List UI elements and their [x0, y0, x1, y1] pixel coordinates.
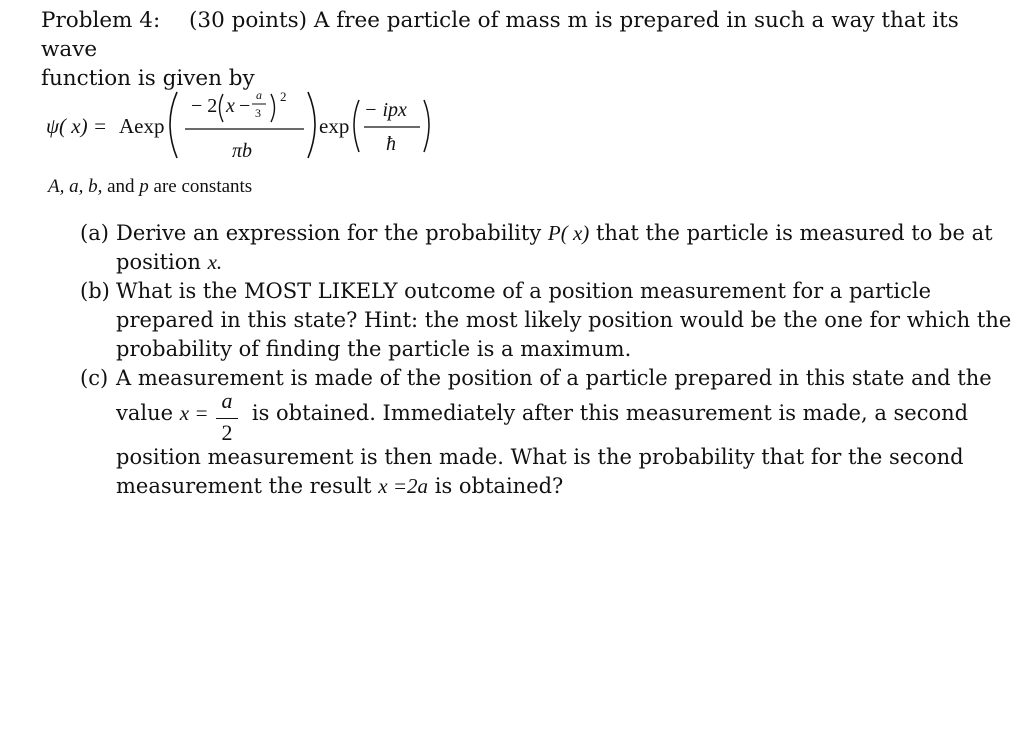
- problem-points: (30 points): [189, 8, 308, 33]
- part-a-line2-math: x.: [207, 250, 223, 274]
- part-a-line2: [116, 248, 222, 277]
- part-c-line2: [116, 399, 968, 428]
- part-c-line2-rest: is obtained. Immediately after this measurement is made, a second: [251, 401, 969, 425]
- constants-p: p: [139, 176, 149, 197]
- part-c-line3: position measurement is then made. What is the probability that for the second: [116, 445, 964, 469]
- part-a-line2-text: position: [116, 250, 201, 274]
- second-left-paren: [354, 100, 359, 152]
- part-b-line1: What is the MOST LIKELY outcome of a position measurement for a particle: [116, 279, 932, 303]
- formula-three: 3: [255, 106, 261, 120]
- fraction-numerator: a: [221, 388, 233, 413]
- fraction-denominator: 2: [221, 420, 233, 445]
- inner-right-paren: [271, 94, 275, 122]
- part-c-line4-math: x =2a: [378, 474, 429, 498]
- part-c-line1: A measurement is made of the position of a particle prepared in this state and the: [116, 366, 992, 390]
- formula-minus: −: [239, 95, 251, 117]
- formula-amplitude: Aexp: [119, 114, 165, 138]
- part-a-text-before: Derive an expression for the probability: [116, 221, 542, 245]
- formula-square: 2: [280, 89, 287, 104]
- formula-minus-two: − 2: [191, 95, 218, 117]
- part-c-line4-before: measurement the result: [116, 474, 372, 498]
- second-right-paren: [424, 100, 429, 152]
- part-a-label: (a): [80, 221, 109, 245]
- part-a-math: P( x): [547, 221, 590, 245]
- part-b-label: (b): [80, 279, 110, 303]
- part-c-x-eq: x =: [179, 401, 209, 425]
- part-b-line2: prepared in this state? Hint: the most likely position would be the one for which the: [116, 308, 1012, 332]
- problem-intro-line2: function is given by: [41, 66, 255, 91]
- problem-intro: A free particle of mass m is prepared in such a way that its wave: [41, 8, 959, 62]
- constants-note: [48, 176, 252, 198]
- big-right-paren: [308, 92, 315, 158]
- part-c-line4: [116, 472, 563, 501]
- inner-left-paren: [220, 94, 224, 122]
- formula-hbar: ħ: [386, 133, 396, 155]
- big-left-paren: [170, 92, 177, 158]
- problem-label: Problem 4:: [41, 8, 161, 33]
- formula-denominator: πb: [232, 140, 253, 162]
- part-c-line4-after: is obtained?: [434, 474, 564, 498]
- a-over-2-fraction: [214, 388, 240, 448]
- formula-exp: exp: [319, 114, 350, 138]
- formula-lhs: ψ( x) =: [46, 114, 108, 138]
- part-b: [80, 277, 1000, 306]
- problem-header: [41, 6, 1001, 93]
- wave-function-formula: [46, 86, 466, 162]
- constants-rest: are constants: [153, 176, 253, 197]
- part-b-line3: probability of finding the particle is a maximum.: [116, 337, 632, 361]
- part-a: [80, 219, 1000, 248]
- part-c-value-word: value: [116, 401, 174, 425]
- part-a-text-after: that the particle is measured to be at: [595, 221, 993, 245]
- constants-and: and: [107, 176, 135, 197]
- part-c-label: (c): [80, 366, 109, 390]
- formula-a-over: a: [256, 88, 262, 102]
- constants-vars: A, a, b,: [48, 176, 103, 197]
- formula-x: x: [226, 95, 235, 117]
- formula-ipx: − ipx: [364, 99, 407, 121]
